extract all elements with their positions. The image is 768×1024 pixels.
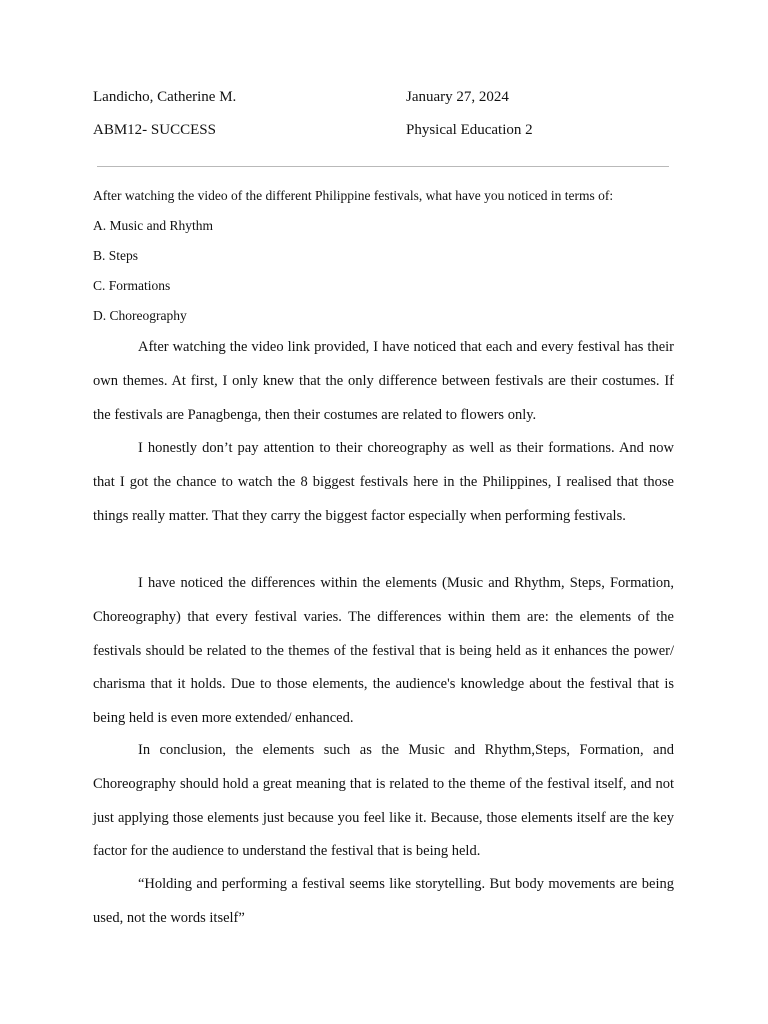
question-prompt: After watching the video of the different Philippine festivals, what have you noticed in terms of: (93, 188, 614, 203)
option-steps: B. Steps (93, 248, 139, 263)
option-formations: C. Formations (93, 278, 171, 293)
option-choreography: D. Choreography (93, 308, 187, 323)
header-divider (97, 166, 669, 167)
paragraph-conclusion: In conclusion, the elements such as the Music and Rhythm,Steps, Formation, and Choreography should hold a great meaning that is related to the theme of the festival itself, and not just applying those elements just because you feel like it. Because, those elements itself are the key factor for the audience to understand the festival that is being held. (93, 742, 674, 860)
paragraph-observation: After watching the video link provided, I have noticed that each and every festival has their own themes. At first, I only knew that the only difference between festivals are their costumes. If the festivals are Panagbenga, then their costumes are related to flowers only. (93, 339, 674, 423)
option-music-rhythm: A. Music and Rhythm (93, 218, 213, 233)
subject-name: Physical Education 2 (406, 122, 533, 138)
paragraph-differences: I have noticed the differences within the elements (Music and Rhythm, Steps, Formation, Choreography) that every festival varies. The differences within them are: the elements of the festivals should be related to the themes of the festival that is being held as it enhances the power/ charisma that it holds. Due to those elements, the audience's knowledge about the festival that is being held is even more extended/ enhanced. (93, 575, 674, 727)
student-section: ABM12- SUCCESS (93, 122, 216, 138)
paragraph-quote: “Holding and performing a festival seems like storytelling. But body movements are being used, not the words itself” (93, 876, 674, 926)
paragraph-attention: I honestly don’t pay attention to their choreography as well as their formations. And now that I got the chance to watch the 8 biggest festivals here in the Philippines, I realised that those things really matter. That they carry the biggest factor especially when performing festivals. (93, 440, 674, 524)
document-date: January 27, 2024 (406, 89, 509, 105)
student-name: Landicho, Catherine M. (93, 89, 237, 105)
